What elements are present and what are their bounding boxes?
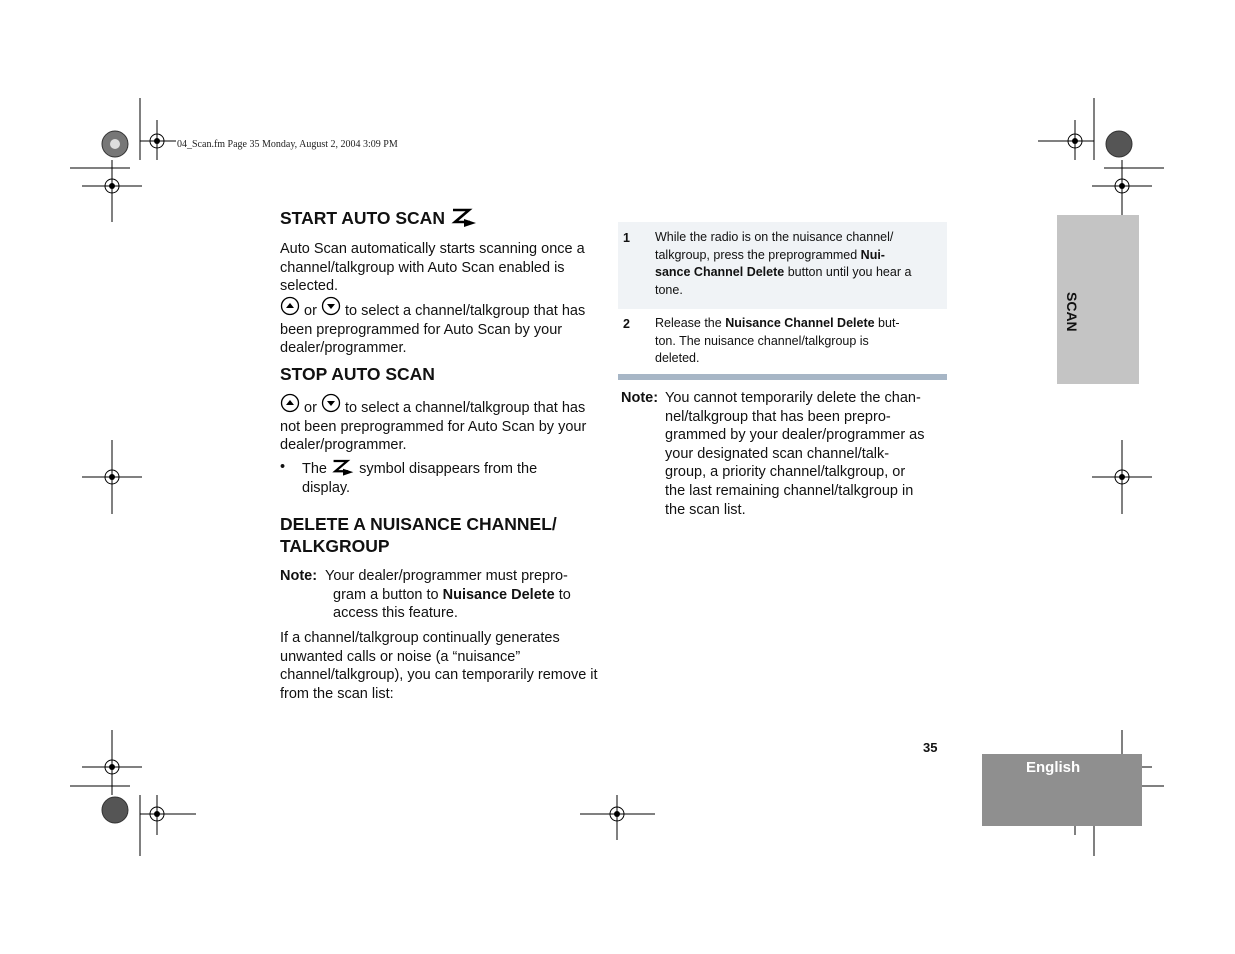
step-number: 1 bbox=[623, 231, 630, 245]
language-tab-label: English bbox=[1026, 759, 1081, 776]
auto-scan-description: Auto Scan automatically starts scanning once a channel/talkgroup with Auto Scan enabled is selected. bbox=[280, 241, 585, 295]
side-tab-label: SCAN bbox=[1064, 292, 1080, 332]
auto-scan-icon bbox=[331, 458, 355, 476]
note-line-2: gram a button to Nuisance Delete to bbox=[333, 587, 571, 603]
down-arrow-button-icon bbox=[321, 296, 341, 316]
auto-scan-instruction: or to select a channel/talkgroup that has been preprogrammed for Auto Scan by your dealer/programmer. bbox=[280, 296, 605, 358]
note-label: Note: bbox=[621, 390, 659, 406]
note-temporary-delete: You cannot temporarily delete the chan- nel/talkgroup that has been prepro- grammed by your dealer/programmer as your designated scan channel/talk- group, a priority channel/talkgroup, or the last remaining channel/talkgroup in the scan list. bbox=[665, 390, 925, 518]
file-header: 04_Scan.fm Page 35 Monday, August 2, 2004 3:09 PM bbox=[177, 139, 398, 150]
note-line-1: Your dealer/programmer must prepro- bbox=[325, 568, 568, 584]
nuisance-description: If a channel/talkgroup continually generates unwanted calls or noise (a “nuisance” channel/talkgroup), you can temporarily remove it from the scan list: bbox=[280, 630, 598, 702]
table-bottom-rule bbox=[618, 374, 947, 380]
bullet-symbol-disappears: The symbol disappears from the display. bbox=[302, 458, 572, 497]
note-line-3: access this feature. bbox=[333, 605, 458, 621]
section-title-stop-auto-scan: STOP AUTO SCAN bbox=[280, 364, 435, 384]
page-number: 35 bbox=[923, 740, 938, 755]
step-number: 2 bbox=[623, 317, 630, 331]
auto-scan-icon bbox=[450, 207, 478, 227]
section-title-delete-nuisance: DELETE A NUISANCE CHANNEL/ TALKGROUP bbox=[280, 514, 557, 556]
step-1-text: While the radio is on the nuisance channel/ talkgroup, press the preprogrammed Nui- sance Channel Delete button until you hear a tone. bbox=[655, 230, 912, 297]
section-title-start-auto-scan: START AUTO SCAN bbox=[280, 207, 478, 229]
bullet-marker: • bbox=[280, 459, 286, 475]
step-2-text: Release the Nuisance Channel Delete but- ton. The nuisance channel/talkgroup is deleted. bbox=[655, 316, 900, 365]
up-arrow-button-icon bbox=[280, 393, 300, 413]
up-arrow-button-icon bbox=[280, 296, 300, 316]
note-label: Note: bbox=[280, 568, 318, 584]
down-arrow-button-icon bbox=[321, 393, 341, 413]
stop-auto-scan-instruction: or to select a channel/talkgroup that has not been preprogrammed for Auto Scan by your dealer/programmer. bbox=[280, 393, 605, 455]
